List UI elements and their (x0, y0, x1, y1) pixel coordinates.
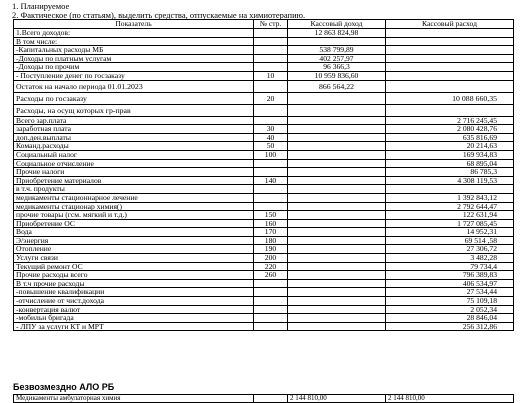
row-income (288, 104, 386, 116)
row-expense: 122 631,94 (386, 211, 514, 220)
table-row (14, 133, 514, 142)
table-row (14, 245, 514, 254)
row-expense: 406 534,97 (386, 279, 514, 288)
row-income: 96 366,3 (288, 63, 386, 72)
table-row (14, 193, 514, 202)
row-num: 140 (254, 176, 288, 185)
row-income (288, 125, 386, 134)
table-row (14, 297, 514, 306)
row-income (288, 314, 386, 323)
row-num (254, 322, 288, 331)
row-expense: 635 816,69 (386, 133, 514, 142)
row-income (288, 185, 386, 194)
row-num (254, 193, 288, 202)
row-label: Текущий ремонт ОС (14, 262, 254, 271)
row-expense: 2 052,34 (386, 305, 514, 314)
row-income (288, 271, 386, 280)
row-income: 12 863 824,98 (288, 29, 386, 38)
table-row (14, 271, 514, 280)
row-expense: 27 306,72 (386, 245, 514, 254)
row-expense: 1 392 843,12 (386, 193, 514, 202)
row-expense: 75 109,18 (386, 297, 514, 306)
table-row (14, 185, 514, 194)
row-income (288, 262, 386, 271)
table-row (14, 202, 514, 211)
row-label: Расходы по госзаказу (14, 92, 254, 104)
row-income: 402 257,97 (288, 54, 386, 63)
row-income (288, 211, 386, 220)
row-label: -конвертация валют (14, 305, 254, 314)
free-row (14, 395, 514, 403)
row-label: -Доходы по платным услугам (14, 54, 254, 63)
col-expense-header: Кассовый расход (386, 20, 514, 29)
row-expense (386, 71, 514, 80)
row-label: -Капитальных расходы МБ (14, 46, 254, 55)
row-expense (386, 29, 514, 38)
row-label: медикаменты стационар химия() (14, 202, 254, 211)
table-row (14, 104, 514, 116)
row-income (288, 202, 386, 211)
table-row (14, 314, 514, 323)
row-num: 40 (254, 133, 288, 142)
row-income (288, 297, 386, 306)
table-row (14, 236, 514, 245)
fact-line-underlined: выделить средства, отпускаемые на химиотерапию. (118, 10, 306, 20)
row-num (254, 305, 288, 314)
row-label: Приобретение ОС (14, 219, 254, 228)
row-income (288, 150, 386, 159)
finance-table (13, 19, 514, 331)
row-expense: 20 214,63 (386, 142, 514, 151)
plan-line: 1. Планируемое (12, 1, 70, 11)
row-label: -повышение квалификации (14, 288, 254, 297)
col-indicator-header: Показатель (14, 20, 254, 29)
table-row (14, 46, 514, 55)
row-expense: 69 514 ,58 (386, 236, 514, 245)
row-num (254, 297, 288, 306)
row-label: -мобильн бригада (14, 314, 254, 323)
row-num (254, 116, 288, 125)
row-expense: 79 734,4 (386, 262, 514, 271)
row-expense: 68 895,04 (386, 159, 514, 168)
row-expense (386, 63, 514, 72)
row-num: 100 (254, 150, 288, 159)
row-num: 160 (254, 219, 288, 228)
row-income (288, 116, 386, 125)
table-row (14, 279, 514, 288)
row-num: 150 (254, 211, 288, 220)
row-label: Услуги связи (14, 254, 254, 263)
table-row (14, 37, 514, 46)
row-expense: 27 534,44 (386, 288, 514, 297)
row-label: Э/энергия (14, 236, 254, 245)
row-num: 190 (254, 245, 288, 254)
free-row-label: Медикаменты амбулаторная химия (14, 395, 254, 403)
table-row (14, 305, 514, 314)
row-label: В том числе: (14, 37, 254, 46)
row-expense: 256 312,86 (386, 322, 514, 331)
free-row-expense: 2 144 810,00 (386, 395, 514, 403)
row-num: 180 (254, 236, 288, 245)
table-row (14, 288, 514, 297)
row-label: доп.ден.выплаты (14, 133, 254, 142)
row-label: Социальный налог (14, 150, 254, 159)
row-num (254, 288, 288, 297)
table-row (14, 80, 514, 92)
row-label: прочие товары (гсм. мягкий и т.д.) (14, 211, 254, 220)
table-row (14, 150, 514, 159)
row-expense (386, 104, 514, 116)
row-num (254, 168, 288, 177)
row-expense: 2 792 644,47 (386, 202, 514, 211)
table-row (14, 63, 514, 72)
table-header-row (14, 20, 514, 29)
row-income: 866 564,22 (288, 80, 386, 92)
row-income (288, 133, 386, 142)
row-expense: 4 308 119,53 (386, 176, 514, 185)
row-income (288, 288, 386, 297)
row-expense: 28 846,04 (386, 314, 514, 323)
row-num: 260 (254, 271, 288, 280)
table-row (14, 322, 514, 331)
row-label: -Доходы по прочим (14, 63, 254, 72)
row-expense: 10 088 660,35 (386, 92, 514, 104)
row-expense: 169 934,83 (386, 150, 514, 159)
row-income (288, 37, 386, 46)
row-income (288, 236, 386, 245)
row-label: заработная плата (14, 125, 254, 134)
row-num (254, 46, 288, 55)
row-num (254, 185, 288, 194)
table-row (14, 228, 514, 237)
row-num (254, 63, 288, 72)
row-income: 538 799,89 (288, 46, 386, 55)
table-body (14, 29, 514, 331)
row-expense: 796 389,83 (386, 271, 514, 280)
table-row (14, 142, 514, 151)
free-section-title: Безвозмездно АЛО РБ (13, 382, 115, 392)
row-num: 20 (254, 92, 288, 104)
row-label: - ЛПУ за услуги КТ и МРТ (14, 322, 254, 331)
table-row (14, 92, 514, 104)
row-expense: 1 727 085,45 (386, 219, 514, 228)
row-income (288, 254, 386, 263)
row-income (288, 322, 386, 331)
row-expense: 3 482,28 (386, 254, 514, 263)
row-expense (386, 185, 514, 194)
row-expense: 86 785,3 (386, 168, 514, 177)
row-label: Вода (14, 228, 254, 237)
row-label: Расходы, на осущ которых гр-прав (14, 104, 254, 116)
row-label: Прочие налоги (14, 168, 254, 177)
table-row (14, 71, 514, 80)
row-income (288, 219, 386, 228)
row-label: Всего зар.плата (14, 116, 254, 125)
row-label: Отопление (14, 245, 254, 254)
row-num (254, 29, 288, 38)
row-label: Социальное отчисление (14, 159, 254, 168)
row-num: 50 (254, 142, 288, 151)
row-expense (386, 46, 514, 55)
row-num (254, 202, 288, 211)
row-expense: 2 080 428,76 (386, 125, 514, 134)
row-num (254, 104, 288, 116)
row-num (254, 80, 288, 92)
row-num (254, 314, 288, 323)
table-row (14, 116, 514, 125)
row-num (254, 159, 288, 168)
row-label: медикаменты стационнарное лечение (14, 193, 254, 202)
table-row (14, 211, 514, 220)
row-income (288, 305, 386, 314)
row-income (288, 279, 386, 288)
fact-line-start: 2. Фактическое (по статьям), (12, 10, 119, 20)
row-label: 1.Всего доходов: (14, 29, 254, 38)
row-num: 220 (254, 262, 288, 271)
row-num (254, 54, 288, 63)
table-row (14, 262, 514, 271)
row-expense: 14 952,31 (386, 228, 514, 237)
free-row-income: 2 144 810,00 (288, 395, 386, 403)
row-income (288, 159, 386, 168)
row-income (288, 245, 386, 254)
table-row (14, 168, 514, 177)
row-label: Команд.расходы (14, 142, 254, 151)
table-row (14, 29, 514, 38)
row-num (254, 37, 288, 46)
row-income: 10 959 836,60 (288, 71, 386, 80)
table-row (14, 219, 514, 228)
row-label: Прочие расходы всего (14, 271, 254, 280)
row-num (254, 279, 288, 288)
table-row (14, 54, 514, 63)
row-expense (386, 80, 514, 92)
row-label: в т.ч. продукты (14, 185, 254, 194)
free-table (13, 394, 514, 403)
row-num: 200 (254, 254, 288, 263)
row-num: 30 (254, 125, 288, 134)
row-income (288, 228, 386, 237)
row-income (288, 92, 386, 104)
table-row (14, 159, 514, 168)
free-row-num (254, 395, 288, 403)
row-expense (386, 37, 514, 46)
row-expense: 2 716 245,45 (386, 116, 514, 125)
row-num: 10 (254, 71, 288, 80)
col-num-header: № стр. (254, 20, 288, 29)
table-row (14, 176, 514, 185)
row-label: Приобретение материалов (14, 176, 254, 185)
row-income (288, 168, 386, 177)
row-label: - Поступление денег по госзаказу (14, 71, 254, 80)
row-label: В т.ч прочие расходы (14, 279, 254, 288)
row-income (288, 193, 386, 202)
col-income-header: Кассовый доход (288, 20, 386, 29)
row-expense (386, 54, 514, 63)
row-income (288, 176, 386, 185)
row-label: -отчисление от чист.дохода (14, 297, 254, 306)
table-row (14, 254, 514, 263)
row-num: 170 (254, 228, 288, 237)
table-row (14, 125, 514, 134)
row-label: Остаток на начало периода 01.01.2023 (14, 80, 254, 92)
row-income (288, 142, 386, 151)
